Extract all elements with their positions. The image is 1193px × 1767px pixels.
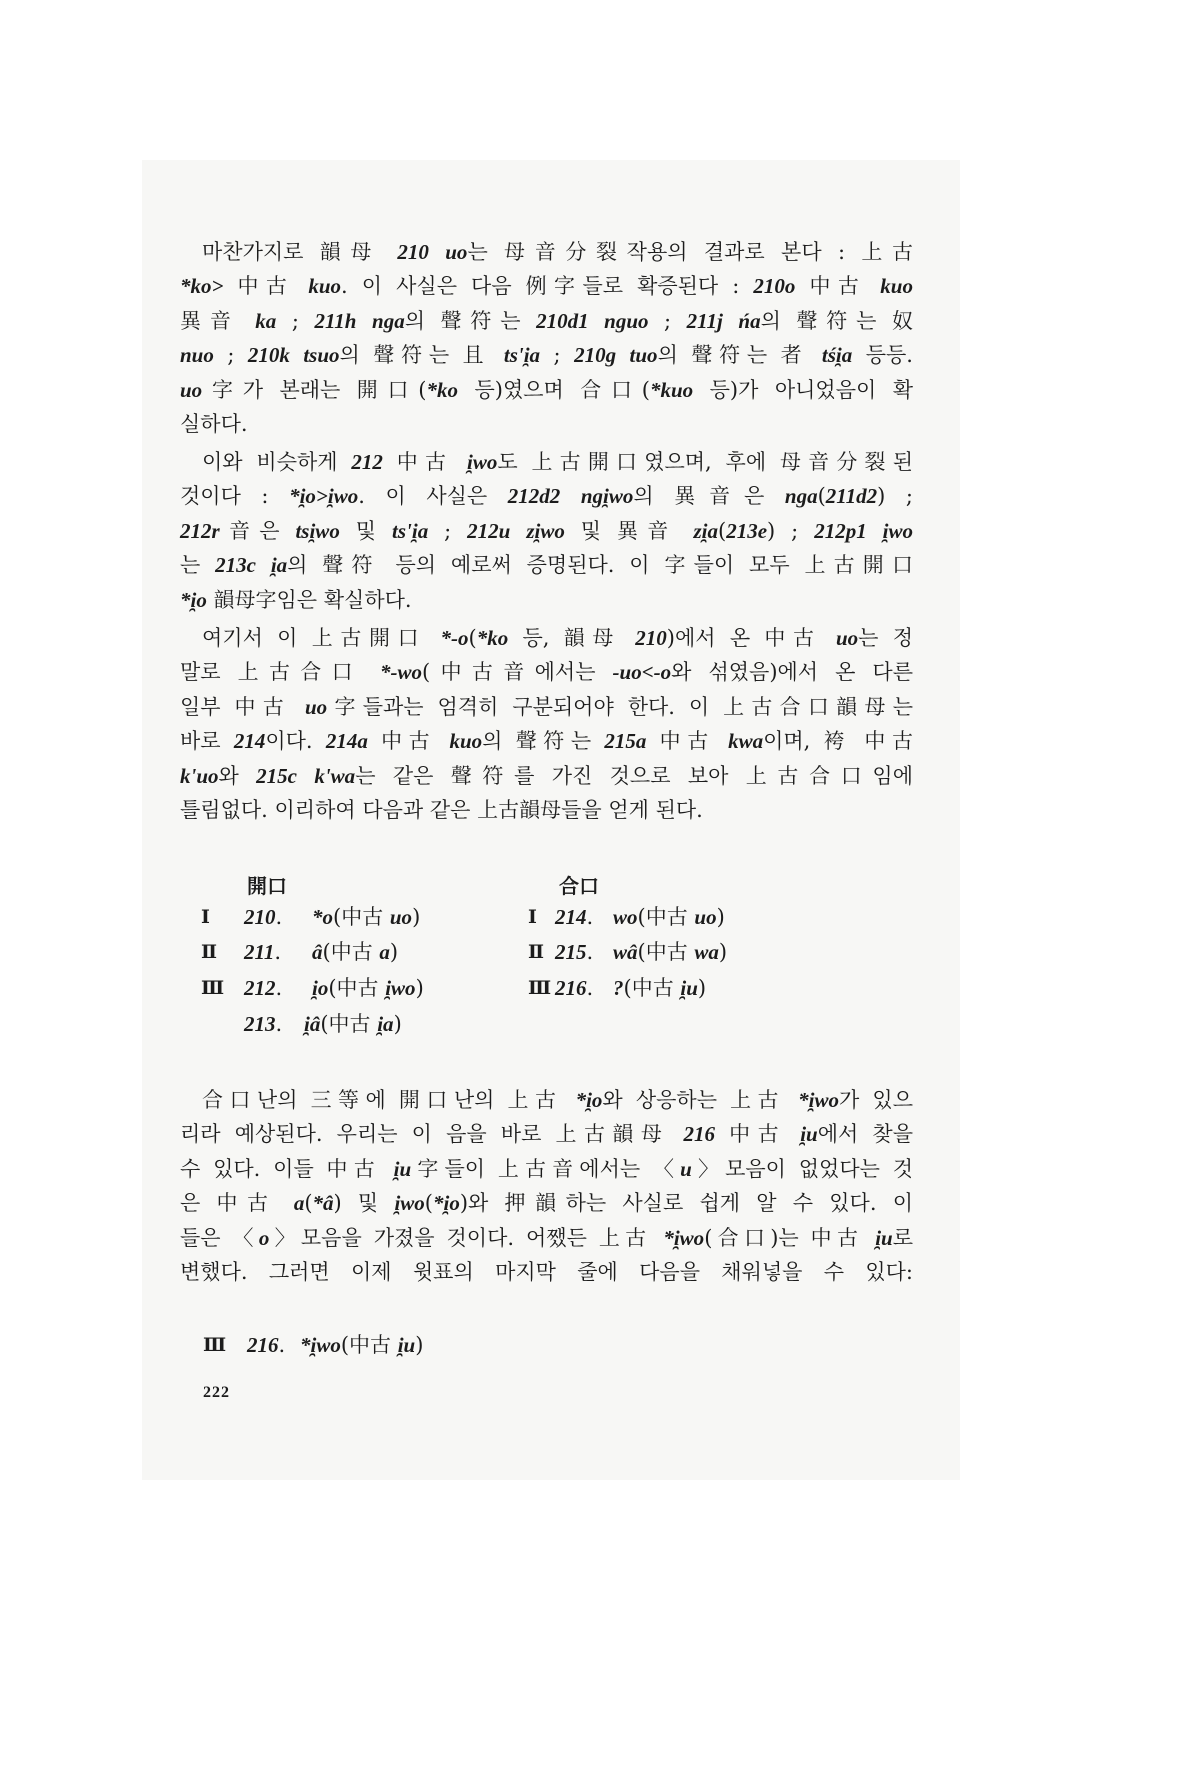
body-line: 것이다 : *i̯o>i̯wo. 이 사실은 212d2 ngi̯wo의 異音은 nga(211d2) ; (180, 484, 913, 509)
body-line: 212r音은 tsi̯wo 및 ts'i̯a ; 212u zi̯wo 및 異音 zi̯a(213e) ; 212p1 i̯wo (180, 518, 914, 543)
body-line: 변했다. 그러면 이제 윗표의 마지막 줄에 다음을 채워넣을 수 있다: (180, 1259, 913, 1284)
body-line: 말로 上古合口 *-wo(中古音에서는 -uo<-o와 섞였음)에서 온 다른 (180, 660, 913, 685)
body-line: 異音 ka ; 211h nga의 聲符는 210d1 nguo ; 211j ńa의 聲符는 奴 (180, 308, 913, 333)
body-line: nuo ; 210k tsuo의 聲符는 且 ts'i̯a ; 210g tuo의 聲符는 者 tśi̯a 등등. (180, 343, 913, 368)
paragraph (180, 235, 913, 441)
rhyme-form: *i̯wo(中古 i̯u) (300, 1333, 424, 1357)
body-line: 은 中古 a(*â) 및 i̯wo(*i̯o)와 押韻하는 사실로 쉽게 알 수 있다. 이 (180, 1191, 914, 1216)
body-line: 마찬가지로 韻母 210 uo는 母音分裂작용의 결과로 본다 : 上古 (202, 240, 914, 264)
rhyme-number: 213. (244, 1012, 283, 1036)
body-line: *i̯o 韻母字임은 확실하다. (180, 587, 412, 612)
rhyme-number: 216. (247, 1333, 286, 1357)
body-line: 틀림없다. 이리하여 다음과 같은 上古韻母들을 얻게 된다. (180, 797, 703, 822)
rhyme-form: â(中古 a) (312, 940, 399, 964)
grade-label: Ⅰ (201, 906, 210, 928)
rhyme-number: 212. (244, 976, 283, 1000)
grade-label: Ⅲ (201, 977, 225, 999)
body-line: 실하다. (180, 411, 248, 436)
body-line: 는 213c i̯a의 聲符 등의 예로써 증명된다. 이 字들이 모두 上古開口 (180, 553, 913, 578)
grade-label: Ⅲ (528, 977, 552, 999)
rhyme-form: i̯o(中古 i̯wo) (312, 976, 424, 1000)
rhyme-form: wâ(中古 wa) (613, 940, 728, 964)
body-line: uo字가 본래는 開口(*ko 등)였으며 合口(*kuo 등)가 아니었음이 확 (180, 377, 913, 402)
rhyme-number: 215. (555, 940, 594, 964)
table-header-open: 開口 (247, 874, 287, 898)
body-line: 일부 中古 uo字들과는 엄격히 구분되어야 한다. 이 上古合口韻母는 (180, 694, 913, 719)
body-line: *ko> 中古 kuo. 이 사실은 다음 例字들로 확증된다 : 210o 中古 kuo (180, 274, 913, 299)
body-line: 리라 예상된다. 우리는 이 음을 바로 上古韻母 216 中古 i̯u에서 찾을 (180, 1122, 913, 1147)
rhyme-form: ?(中古 i̯u) (613, 976, 707, 1000)
table-header-closed: 合口 (559, 874, 599, 898)
rhyme-form: *o(中古 uo) (312, 905, 421, 929)
body-line: k'uo와 215c k'wa는 같은 聲符를 가진 것으로 보아 上古合口임에 (180, 763, 913, 788)
body-line: 여기서 이 上古開口 *-o(*ko 등, 韻母 210)에서 온 中古 uo는 정 (202, 626, 914, 650)
paragraph (180, 1083, 913, 1289)
grade-label: Ⅱ (201, 941, 218, 963)
body-line: 合口난의 三等에 開口난의 上古 *i̯o와 상응하는 上古 *i̯wo가 있으 (202, 1088, 913, 1112)
rhyme-number: 216. (555, 976, 594, 1000)
body-line: 수 있다. 이들 中古 i̯u字들이 上古音에서는 〈u〉모음이 없었다는 것 (180, 1156, 914, 1181)
rhyme-number: 214. (555, 905, 594, 929)
rhyme-number: 210. (244, 905, 283, 929)
rhyme-form: wo(中古 uo) (613, 905, 725, 929)
paragraph (180, 445, 913, 617)
body-line: 바로 214이다. 214a 中古 kuo의 聲符는 215a 中古 kwa이며, 袴 中古 (180, 729, 913, 754)
page-number: 222 (203, 1384, 230, 1401)
rhyme-number: 211. (244, 940, 282, 964)
grade-label: Ⅲ (203, 1334, 227, 1356)
body-line: 이와 비슷하게 212 中古 i̯wo도 上古開口였으며, 후에 母音分裂된 (202, 450, 913, 474)
grade-label: Ⅰ (528, 906, 537, 928)
paragraph (180, 621, 913, 827)
grade-label: Ⅱ (528, 941, 545, 963)
rhyme-form: i̯â(中古 i̯a) (304, 1012, 402, 1036)
body-line: 들은 〈o〉모음을 가졌을 것이다. 어쨌든 上古 *i̯wo(合口)는 中古 i̯u로 (180, 1225, 913, 1250)
